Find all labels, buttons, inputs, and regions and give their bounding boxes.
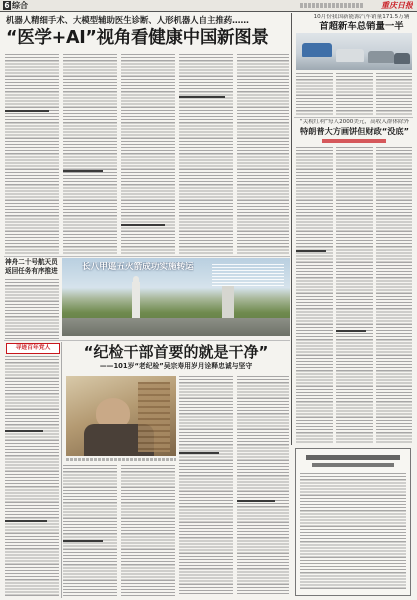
tariff-headline[interactable]: 特朗普大方画饼但财政“没底” [299,126,409,136]
tariff-kicker: “关税红利”每人2000美元，高收入群体除外 [299,119,410,125]
header-divider [0,11,417,12]
body-text-column [121,465,175,596]
section-name: 综合 [12,1,28,10]
subheading [179,452,219,454]
car-icon [394,53,410,64]
car-icon [336,49,364,62]
jijian-subtitle: ——101岁“老纪检”吴宗寿用岁月诠释忠诚与坚守 [99,362,253,370]
notice-body-text [300,473,406,591]
car-icon [302,43,332,57]
body-text-column [5,356,59,596]
road [62,318,290,336]
lead-headline[interactable]: “医学+AI”视角看健康中国新图景 [6,28,269,48]
subheading [5,110,49,112]
jijian-photo [66,376,176,456]
ev-headline[interactable]: 首超新车总销量一半 [319,21,404,32]
notice-title [306,455,400,460]
section-tag [322,139,386,143]
bookshelf [138,382,170,452]
body-text-column [63,465,117,596]
ev-photo [296,33,412,70]
body-text-column [5,279,59,339]
date-line [300,3,364,8]
subheading [336,330,366,332]
ev-kicker: 10月份我国新能源汽车销量171.5万辆 [313,14,410,20]
subheading [63,170,103,172]
subheading [237,500,275,502]
article-divider [294,117,413,118]
body-text-column [179,54,233,254]
notice-box [295,448,411,596]
rocket-caption: 长八甲遥五火箭成功实施转运 [82,262,194,272]
subheading [5,520,47,522]
jijian-headline[interactable]: “纪检干部首要的就是干净” [83,343,269,361]
caption-text [212,264,284,286]
lead-kicker: 机器人精细手术、大模型辅助医生诊断、人形机器人自主推药…… [6,15,249,25]
masthead-logo: 重庆日报 [381,0,413,10]
body-text-column [179,376,233,596]
column-divider [291,13,292,445]
body-text-column [237,54,289,254]
body-text-column [376,73,412,116]
body-text-column [63,54,117,254]
body-text-column [237,376,289,596]
rocket-nose [133,276,139,284]
body-text-column [336,73,373,116]
notice-subtitle [312,463,394,467]
page-number: 6 [4,1,10,10]
article-divider [4,256,290,257]
subheading [121,224,165,226]
body-text-column [296,147,333,443]
column-label: 寻迹百年党人 [6,343,60,354]
rocket-icon [132,282,140,322]
body-text-column [5,54,59,254]
body-text-column [336,147,373,443]
subheading [179,96,225,98]
launch-tower [222,286,234,322]
body-text-column [376,147,412,443]
subheading [5,430,43,432]
column-divider [61,342,62,598]
body-text-column [296,73,333,116]
subheading [296,250,326,252]
subheading [63,540,103,542]
article-divider [4,340,290,341]
car-icon [368,51,394,63]
rocket-photo [62,258,290,336]
photo-caption [66,458,176,461]
shenzhou-headline[interactable]: 神舟二十号航天员返回任务有序推进 [5,258,58,275]
